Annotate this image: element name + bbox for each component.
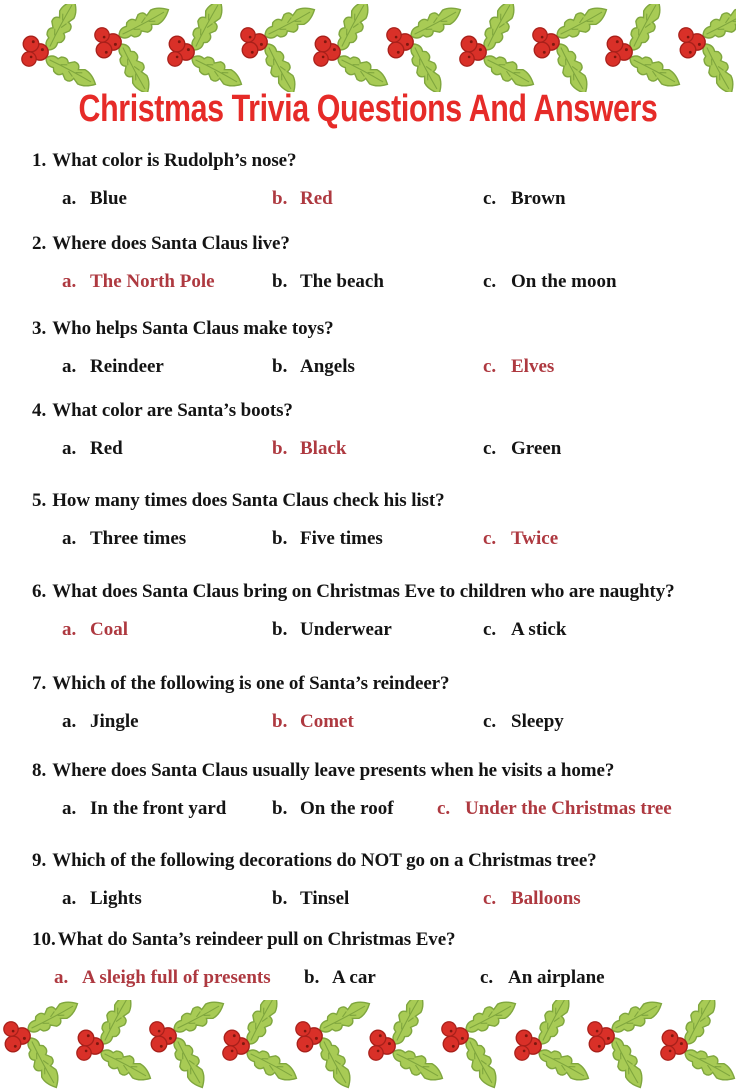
option-a [62, 528, 272, 550]
question-number: 8. [32, 760, 47, 781]
option-letter: c. [483, 438, 497, 459]
option-c [480, 967, 720, 989]
question-4 [32, 400, 720, 460]
question-number: 9. [32, 850, 47, 871]
question-text: Which of the following is one of Santa’s reindeer? [52, 673, 450, 694]
question-text: Where does Santa Claus live? [52, 233, 290, 254]
question-number: 5. [32, 490, 47, 511]
option-letter: c. [483, 271, 497, 292]
option-b [272, 798, 437, 820]
option-letter: c. [483, 888, 497, 909]
option-c [483, 528, 720, 550]
option-label: Reindeer [90, 356, 164, 377]
option-letter: c. [437, 798, 451, 819]
option-label: Green [511, 438, 562, 459]
option-label: In the front yard [90, 798, 227, 819]
option-b [272, 188, 483, 210]
answer-options [62, 798, 720, 820]
holly-border-top-icon [0, 4, 736, 92]
option-label: Underwear [300, 619, 392, 640]
option-a [62, 356, 272, 378]
option-b [272, 711, 483, 733]
option-label: On the moon [511, 271, 617, 292]
question-8 [32, 760, 720, 820]
question-list [32, 150, 720, 989]
option-label: A stick [511, 619, 567, 640]
option-letter: b. [304, 967, 320, 988]
holly-border-bottom-icon [0, 1000, 736, 1089]
question-text: Who helps Santa Claus make toys? [52, 318, 334, 339]
option-label: Brown [511, 188, 566, 209]
option-label: Coal [90, 619, 128, 640]
option-c [483, 356, 720, 378]
question-heading [32, 318, 720, 340]
question-heading [32, 490, 720, 512]
option-label: Lights [90, 888, 142, 909]
option-letter: a. [62, 271, 77, 292]
question-text: What color is Rudolph’s nose? [52, 150, 297, 171]
option-a [62, 271, 272, 293]
option-letter: c. [483, 356, 497, 377]
question-heading [32, 673, 720, 695]
question-heading [32, 850, 720, 872]
question-3 [32, 318, 720, 378]
question-text: What does Santa Claus bring on Christmas Eve to children who are naughty? [52, 581, 675, 602]
option-label: Black [300, 438, 347, 459]
option-b [272, 888, 483, 910]
option-label: Comet [300, 711, 354, 732]
option-b [272, 356, 483, 378]
option-label: Angels [300, 356, 355, 377]
option-label: Twice [511, 528, 559, 549]
option-b [272, 438, 483, 460]
option-letter: b. [272, 356, 288, 377]
option-label: Jingle [90, 711, 139, 732]
question-2 [32, 233, 720, 293]
answer-options [62, 188, 720, 210]
question-heading [32, 233, 720, 255]
option-label: Sleepy [511, 711, 564, 732]
question-number: 4. [32, 400, 47, 421]
question-number: 10. [32, 929, 56, 950]
option-c [483, 619, 720, 641]
answer-options [62, 888, 720, 910]
question-number: 1. [32, 150, 47, 171]
option-label: Three times [90, 528, 187, 549]
answer-options [62, 356, 720, 378]
option-letter: b. [272, 711, 288, 732]
option-a [62, 798, 272, 820]
option-letter: a. [62, 619, 77, 640]
answer-options [54, 967, 720, 989]
option-letter: b. [272, 188, 288, 209]
question-heading [32, 150, 720, 172]
question-heading [32, 581, 720, 603]
option-letter: a. [62, 188, 77, 209]
question-5 [32, 490, 720, 550]
option-letter: b. [272, 528, 288, 549]
option-letter: a. [54, 967, 69, 988]
option-label: Blue [90, 188, 127, 209]
answer-options [62, 438, 720, 460]
question-text: What color are Santa’s boots? [52, 400, 293, 421]
option-letter: a. [62, 528, 77, 549]
option-letter: b. [272, 619, 288, 640]
question-heading [32, 929, 720, 951]
question-number: 6. [32, 581, 47, 602]
option-b [272, 528, 483, 550]
option-label: Five times [300, 528, 383, 549]
question-heading [32, 400, 720, 422]
question-number: 2. [32, 233, 47, 254]
option-label: An airplane [508, 967, 605, 988]
option-label: Elves [511, 356, 555, 377]
question-text: How many times does Santa Claus check his list? [52, 490, 445, 511]
option-letter: a. [62, 711, 77, 732]
option-label: Under the Christmas tree [465, 798, 672, 819]
option-letter: b. [272, 798, 288, 819]
question-text: Which of the following decorations do NOT go on a Christmas tree? [52, 850, 597, 871]
option-letter: c. [483, 528, 497, 549]
option-label: On the roof [300, 798, 394, 819]
question-text: Where does Santa Claus usually leave presents when he visits a home? [52, 760, 615, 781]
answer-options [62, 528, 720, 550]
option-c [483, 888, 720, 910]
option-label: Balloons [511, 888, 581, 909]
option-letter: a. [62, 438, 77, 459]
option-a [62, 619, 272, 641]
answer-options [62, 711, 720, 733]
option-letter: c. [483, 188, 497, 209]
question-heading [32, 760, 720, 782]
option-label: A car [332, 967, 376, 988]
option-c [483, 188, 720, 210]
option-label: Red [300, 188, 333, 209]
option-letter: b. [272, 271, 288, 292]
question-number: 3. [32, 318, 47, 339]
question-text: What do Santa’s reindeer pull on Christmas Eve? [57, 929, 456, 950]
option-letter: a. [62, 356, 77, 377]
option-letter: b. [272, 438, 288, 459]
option-c [437, 798, 720, 820]
page-title: Christmas Trivia Questions And Answers [78, 88, 658, 130]
option-label: A sleigh full of presents [82, 967, 271, 988]
option-a [62, 888, 272, 910]
option-b [304, 967, 480, 989]
question-6 [32, 581, 720, 641]
option-a [62, 188, 272, 210]
answer-options [62, 271, 720, 293]
option-letter: b. [272, 888, 288, 909]
option-label: Red [90, 438, 123, 459]
option-letter: c. [483, 711, 497, 732]
option-label: The North Pole [90, 271, 215, 292]
question-10 [32, 929, 720, 989]
option-a [62, 438, 272, 460]
option-b [272, 619, 483, 641]
option-letter: c. [483, 619, 497, 640]
question-9 [32, 850, 720, 910]
option-letter: a. [62, 798, 77, 819]
option-letter: c. [480, 967, 494, 988]
option-c [483, 711, 720, 733]
option-a [54, 967, 304, 989]
question-number: 7. [32, 673, 47, 694]
question-1 [32, 150, 720, 210]
option-b [272, 271, 483, 293]
question-7 [32, 673, 720, 733]
answer-options [62, 619, 720, 641]
option-a [62, 711, 272, 733]
option-label: The beach [300, 271, 384, 292]
option-c [483, 271, 720, 293]
option-label: Tinsel [300, 888, 350, 909]
option-c [483, 438, 720, 460]
option-letter: a. [62, 888, 77, 909]
